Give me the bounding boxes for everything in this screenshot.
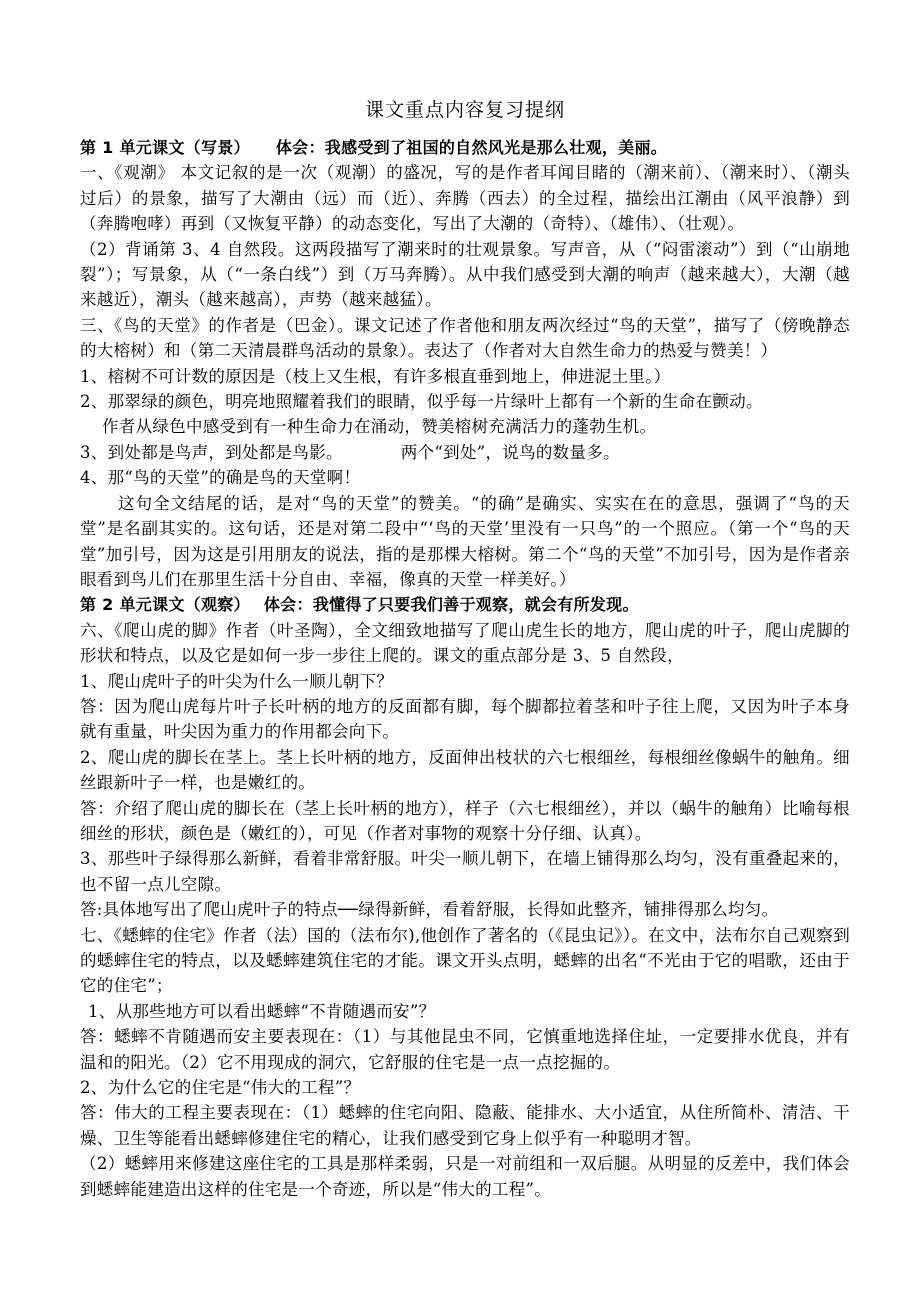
paragraph: 3、那些叶子绿得那么新鲜，看着非常舒服。叶尖一顺儿朝下，在墙上铺得那么均匀，没有重叠起来的，也不留一点儿空隙。 (80, 849, 850, 894)
paragraph: 这句全文结尾的话，是对“鸟的天堂”的赞美。“的确”是确实、实实在在的意思，强调了“鸟的天堂”是名副其实的。这句话，还是对第二段中“‘鸟的天堂’里没有一只鸟”的一个照应。（第一个“鸟的天堂”加引号，因为这是引用朋友的说法，指的是那棵大榕树。第二个“鸟的天堂”不加引号，因为是作者亲眼看到鸟儿们在那里生活十分自由、幸福，像真的天堂一样美好。） (80, 493, 850, 589)
unit2-heading-summary: 体会：我懂得了只要我们善于观察，就会有所发现。 (263, 595, 639, 615)
paragraph: 2、爬山虎的脚长在茎上。茎上长叶柄的地方，反面伸出枝状的六七根细丝，每根细丝像蜗牛的触角。细丝跟新叶子一样，也是嫩红的。 (80, 747, 850, 793)
paragraph: 1、爬山虎叶子的叶尖为什么一顺儿朝下？ (80, 671, 394, 691)
paragraph: 1、榕树不可计数的原因是（枝上又生根，有许多根直垂到地上，伸进泥土里。） (80, 366, 671, 386)
paragraph: 三、《鸟的天堂》的作者是（巴金）。课文记述了作者他和朋友两次经过“鸟的天堂”，描写了（傍晚静态的大榕树）和（第二天清晨群鸟活动的景象）。表达了（作者对大自然生命力的热爱与赞美！） (80, 315, 850, 361)
paragraph: （2）背诵第 3、4 自然段。这两段描写了潮来时的壮观景象。写声音，从（“闷雷滚动”）到（“山崩地裂”）；写景象，从（“一条白线”）到（万马奔腾）。从中我们感受到大潮的响声（越来越大），大潮（越来越近），潮头（越来越高），声势（越来越猛）。 (80, 239, 850, 310)
paragraph: 答：介绍了爬山虎的脚长在（茎上长叶柄的地方），样子（六七根细丝），并以（蜗牛的触角）比喻每根细丝的形状，颜色是（嫩红的），可见（作者对事物的观察十分仔细、认真）。 (80, 798, 850, 843)
paragraph: 4、那“鸟的天堂”的确是鸟的天堂啊！ (80, 468, 361, 488)
paragraph: 答：伟大的工程主要表现在：（1）蟋蟀的住宅向阳、隐蔽、能排水、大小适宜，从住所简朴、清洁、干燥、卫生等能看出蟋蟀修建住宅的精心，让我们感受到它身上似乎有一种聪明才智。 (80, 1103, 850, 1148)
unit2-heading (80, 592, 850, 617)
paragraph: （2）蟋蟀用来修建这座住宅的工具是那样柔弱，只是一对前组和一双后腿。从明显的反差中，我们体会到蟋蟀能建造出这样的住宅是一个奇迹，所以是“伟大的工程”。 (80, 1154, 850, 1199)
paragraph: 2、为什么它的住宅是“伟大的工程”？ (80, 1078, 361, 1098)
unit2-heading-label: 第 2 单元课文（观察） (80, 595, 250, 615)
unit1-heading-summary: 体会：我感受到了祖国的自然风光是那么壮观，美丽。 (275, 138, 668, 157)
sentence-note: 两个“到处”，说鸟的数量多。 (400, 442, 620, 462)
paragraph: 作者从绿色中感受到有一种生命力在涌动，赞美榕树充满活力的蓬勃生机。 (102, 417, 657, 437)
unit1-heading-label: 第 1 单元课文（写景） (80, 138, 250, 157)
paragraph: 答：因为爬山虎每片叶子长叶柄的地方的反面都有脚，每个脚都拉着茎和叶子往上爬，又因为叶子本身就有重量，叶尖因为重力的作用都会向下。 (80, 696, 850, 742)
paragraph: 答：蟋蟀不肯随遇而安主要表现在：（1）与其他昆虫不同，它慎重地选择住址，一定要排水优良，并有温和的阳光。（2）它不用现成的洞穴，它舒服的住宅是一点一点挖掘的。 (80, 1027, 850, 1072)
unit1-heading (80, 135, 850, 160)
page-title: 课文重点内容复习提纲 (364, 99, 565, 121)
paragraph: 一、《观潮》 本文记叙的是一次（观潮）的盛况，写的是作者耳闻目睹的（潮来前）、（潮来时）、（潮头过后）的景象，描写了大潮由（远）而（近）、奔腾（西去）的全过程，描绘出江潮由（风平浪静）到（奔腾咆哮）再到（又恢复平静）的动态变化，写出了大潮的（奇特）、（雄伟）、（壮观）。 (80, 163, 850, 234)
sentence: 3、到处都是鸟声，到处都是鸟影。 (80, 442, 343, 462)
paragraph: 六、《爬山虎的脚》作者（叶圣陶），全文细致地描写了爬山虎生长的地方，爬山虎的叶子，爬山虎脚的形状和特点，以及它是如何一步一步往上爬的。课文的重点部分是 3、5 自然段， (80, 620, 850, 666)
paragraph: 2、那翠绿的颜色，明亮地照耀着我们的眼睛，似乎每一片绿叶上都有一个新的生命在颤动。 (80, 392, 763, 412)
paragraph: 1、从那些地方可以看出蟋蟀“不肯随遇而安”？ (88, 1001, 436, 1021)
paragraph: 七、《蟋蟀的住宅》作者（法）国的（法布尔),他创作了著名的（《昆虫记》）。在文中，法布尔自己观察到的蟋蟀住宅的特点，以及蟋蟀建筑住宅的才能。课文开头点明，蟋蟀的出名“不光由于它的唱歌，还由于它的住宅”； (80, 925, 850, 996)
paragraph (80, 440, 850, 465)
paragraph: 答:具体地写出了爬山虎叶子的特点──绿得新鲜，看着舒服，长得如此整齐，铺排得那么均匀。 (80, 900, 779, 920)
